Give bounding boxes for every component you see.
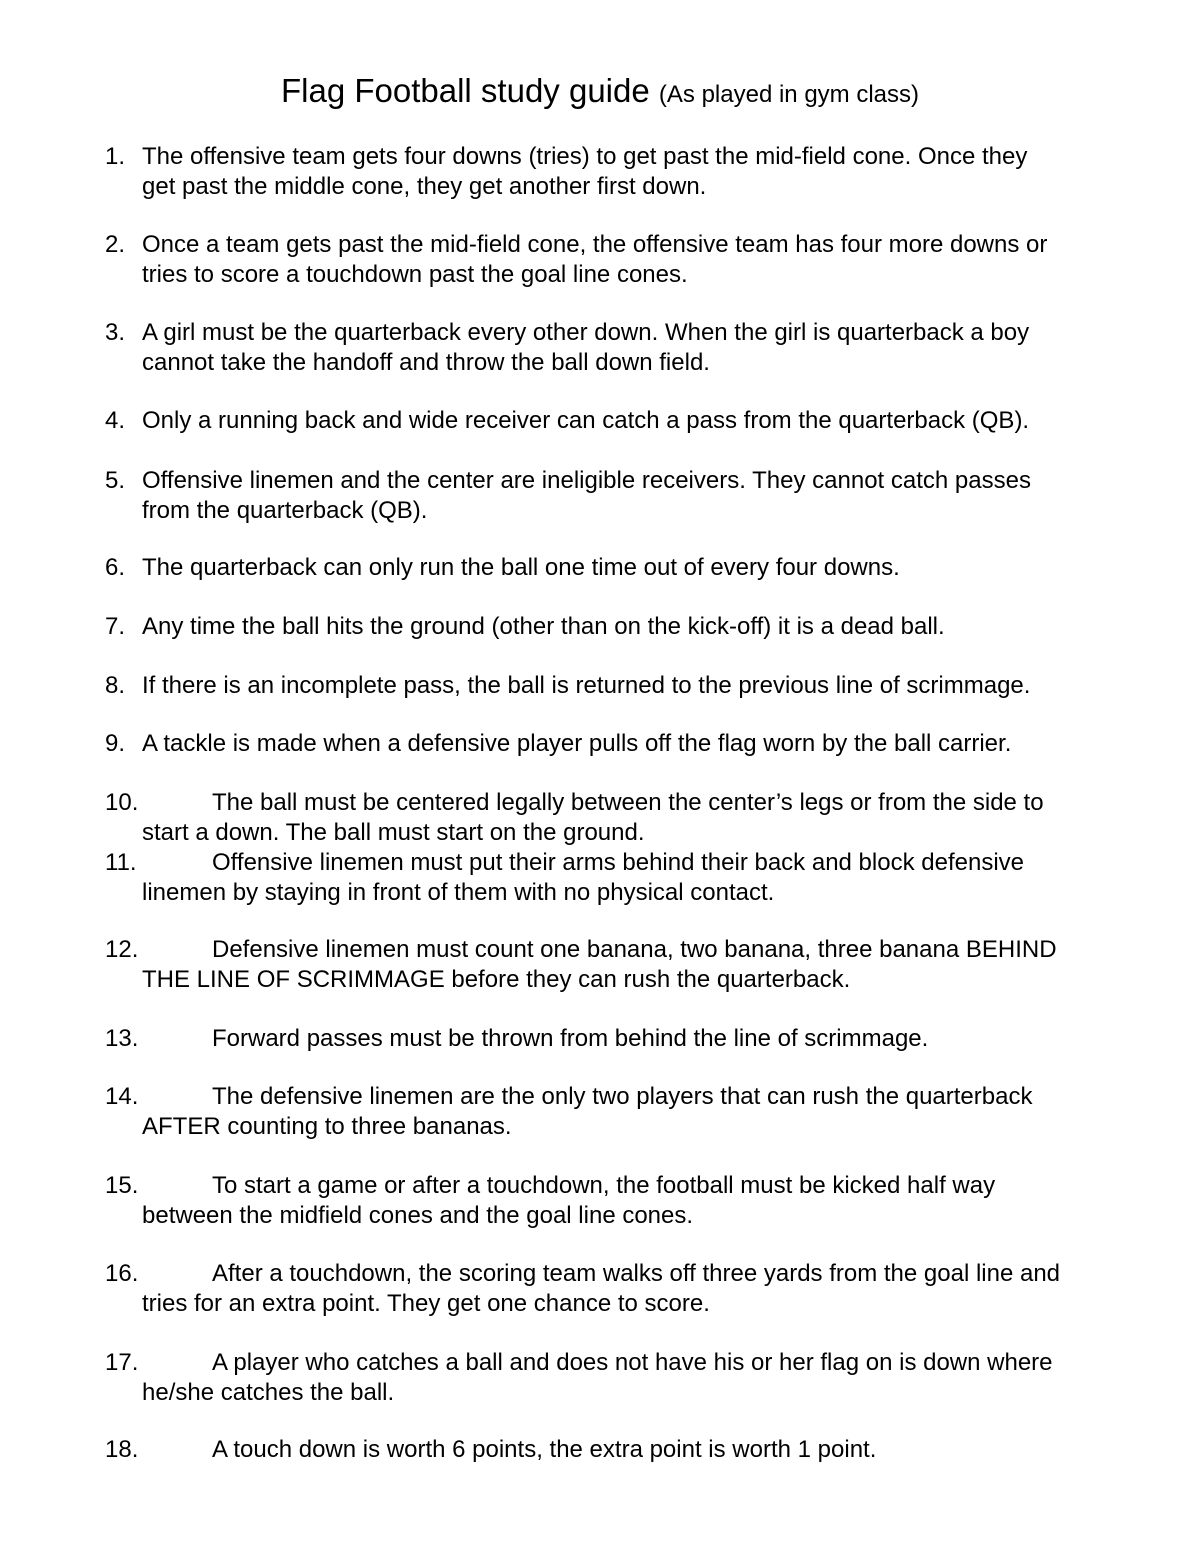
rule-text: After a touchdown, the scoring team walks off three yards from the goal line and <box>212 1260 1061 1287</box>
rule-number: 14. <box>105 1083 139 1110</box>
rule-number: 1. <box>105 143 126 170</box>
rule-text: A player who catches a ball and does not have his or her flag on is down where <box>212 1349 1053 1376</box>
rule-number: 8. <box>105 672 126 699</box>
rule-number: 18. <box>105 1436 139 1463</box>
rule-text-continued: THE LINE OF SCRIMMAGE before they can rush the quarterback. <box>142 966 851 993</box>
rule-number: 13. <box>105 1025 139 1052</box>
rule-text: The offensive team gets four downs (tries) to get past the mid-field cone. Once they <box>142 143 1028 170</box>
rule-number: 17. <box>105 1349 139 1376</box>
rule-number: 12. <box>105 936 139 963</box>
rule-text: To start a game or after a touchdown, the football must be kicked half way <box>212 1172 996 1199</box>
rule-text-continued: from the quarterback (QB). <box>142 497 428 524</box>
rule-text: Defensive linemen must count one banana, two banana, three banana BEHIND <box>212 936 1057 963</box>
page-title <box>0 72 1200 110</box>
rule-text-continued: linemen by staying in front of them with no physical contact. <box>142 879 775 906</box>
rule-number: 10. <box>105 789 139 816</box>
rule-text-continued: start a down. The ball must start on the ground. <box>142 819 645 846</box>
rule-text: Only a running back and wide receiver can catch a pass from the quarterback (QB). <box>142 407 1030 434</box>
rule-number: 4. <box>105 407 126 434</box>
rule-number: 16. <box>105 1260 139 1287</box>
rule-text: Offensive linemen and the center are ineligible receivers. They cannot catch passes <box>142 467 1031 494</box>
rule-number: 7. <box>105 613 126 640</box>
rule-text-continued: he/she catches the ball. <box>142 1379 395 1406</box>
rule-text-continued: tries for an extra point. They get one chance to score. <box>142 1290 710 1317</box>
title-main: Flag Football study guide <box>281 72 650 109</box>
rule-number: 15. <box>105 1172 139 1199</box>
rule-text: Any time the ball hits the ground (other than on the kick-off) it is a dead ball. <box>142 613 945 640</box>
rule-text: Offensive linemen must put their arms behind their back and block defensive <box>212 849 1024 876</box>
rule-text-continued: tries to score a touchdown past the goal line cones. <box>142 261 688 288</box>
rule-number: 5. <box>105 467 126 494</box>
rule-text: A girl must be the quarterback every other down. When the girl is quarterback a boy <box>142 319 1030 346</box>
rule-text: A tackle is made when a defensive player pulls off the flag worn by the ball carrier. <box>142 730 1012 757</box>
rule-number: 3. <box>105 319 126 346</box>
rule-text-continued: between the midfield cones and the goal line cones. <box>142 1202 694 1229</box>
rule-text: The ball must be centered legally between the center’s legs or from the side to <box>212 789 1044 816</box>
rule-text-continued: cannot take the handoff and throw the ball down field. <box>142 349 710 376</box>
rule-text: The defensive linemen are the only two players that can rush the quarterback <box>212 1083 1033 1110</box>
rule-number: 2. <box>105 231 126 258</box>
rule-number: 11. <box>105 849 137 876</box>
rule-text-continued: AFTER counting to three bananas. <box>142 1113 512 1140</box>
rule-text: Once a team gets past the mid-field cone, the offensive team has four more downs or <box>142 231 1048 258</box>
rule-text: The quarterback can only run the ball one time out of every four downs. <box>142 554 900 581</box>
rule-text: A touch down is worth 6 points, the extra point is worth 1 point. <box>212 1436 877 1463</box>
rule-number: 6. <box>105 554 126 581</box>
rule-text: Forward passes must be thrown from behind the line of scrimmage. <box>212 1025 929 1052</box>
rule-text-continued: get past the middle cone, they get another first down. <box>142 173 707 200</box>
rule-text: If there is an incomplete pass, the ball is returned to the previous line of scrimmage. <box>142 672 1031 699</box>
title-subtitle: (As played in gym class) <box>658 81 919 108</box>
rule-number: 9. <box>105 730 126 757</box>
